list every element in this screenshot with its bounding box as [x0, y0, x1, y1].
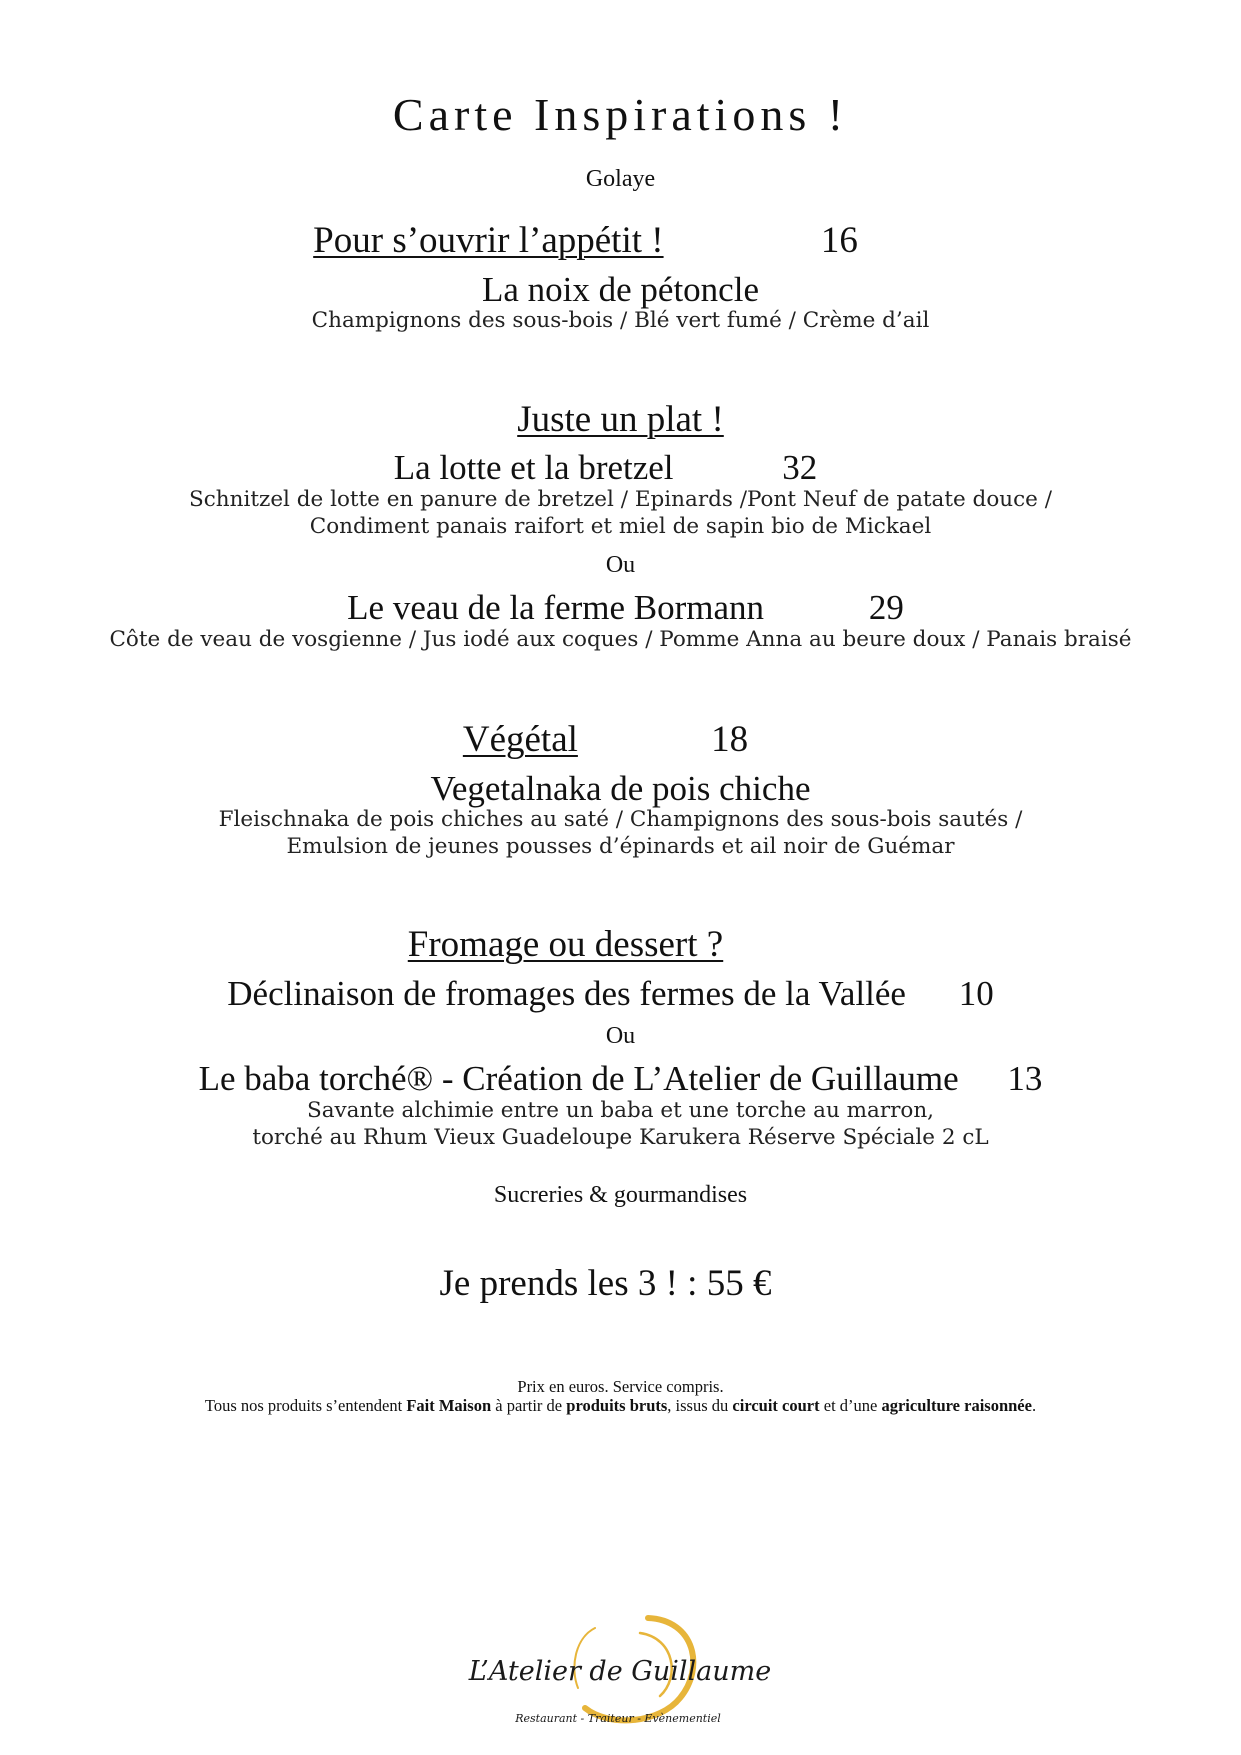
footer-bold-1: Fait Maison	[406, 1396, 492, 1415]
main-dish1-desc-1: Schnitzel de lotte en panure de bretzel / Epinards /Pont Neuf de patate douce /	[189, 487, 1052, 512]
footer-line-1: Prix en euros. Service compris.	[517, 1377, 724, 1396]
vegetal-heading-row	[0, 718, 1241, 761]
starter-dish: La noix de pétoncle	[482, 270, 759, 309]
dessert-heading: Fromage ou dessert ?	[407, 924, 724, 965]
dessert-dish2-desc-2: torché au Rhum Vieux Guadeloupe Karukera Réserve Spéciale 2 cL	[252, 1125, 989, 1150]
dessert-dish2-row	[0, 1059, 1241, 1099]
starter-heading: Pour s’ouvrir l’appétit !	[313, 220, 664, 261]
sweets-line: Sucreries & gourmandises	[493, 1182, 748, 1208]
dessert-dish2-desc-1: Savante alchimie entre un baba et une torche au marron,	[306, 1098, 935, 1123]
footer-bold-2: produits bruts	[566, 1396, 668, 1415]
main-dish1-price: 32	[782, 448, 818, 487]
restaurant-logo	[468, 1598, 772, 1748]
logo-tagline: Restaurant - Traiteur - Evènementiel	[515, 1712, 721, 1725]
starter-heading-row	[0, 219, 1241, 262]
dessert-dish2-name: Le baba torché® - Création de L’Atelier de Guillaume	[198, 1059, 959, 1098]
main-dish1-name: La lotte et la bretzel	[393, 448, 674, 487]
footer-line-2	[0, 1396, 1241, 1416]
footer-bold-4: agriculture raisonnée	[881, 1396, 1032, 1415]
vegetal-desc-2: Emulsion de jeunes pousses d’épinards et ail noir de Guémar	[286, 834, 955, 859]
footer-bold-3: circuit court	[732, 1396, 820, 1415]
dessert-dish2-price: 13	[1007, 1059, 1043, 1098]
dessert-dish1-row	[0, 974, 1241, 1014]
main-dish1-row	[0, 448, 1241, 488]
dessert-dish1-name: Déclinaison de fromages des fermes de la Vallée	[227, 974, 906, 1013]
starter-description: Champignons des sous-bois / Blé vert fumé / Crème d’ail	[311, 308, 930, 333]
dessert-dish1-price: 10	[958, 974, 994, 1013]
main-dish2-name: Le veau de la ferme Bormann	[347, 588, 765, 627]
footer-text-5: .	[1031, 1396, 1037, 1415]
starter-price: 16	[820, 220, 858, 261]
main-dish2-row	[0, 588, 1241, 628]
vegetal-dish: Vegetalnaka de pois chiche	[430, 769, 811, 808]
footer-text-4: et d’une	[819, 1396, 882, 1415]
main-or: Ou	[605, 552, 636, 578]
dessert-heading-row	[0, 923, 1186, 966]
footer-text-3: , issus du	[667, 1396, 733, 1415]
footer-text-2: à partir de	[491, 1396, 567, 1415]
main-heading-row	[0, 398, 1241, 441]
amuse-bouche: Golaye	[585, 166, 656, 192]
main-heading: Juste un plat !	[517, 399, 724, 440]
dessert-or: Ou	[605, 1023, 636, 1049]
logo-name: L’Atelier de Guillaume	[468, 1656, 772, 1687]
menu-title: Carte Inspirations !	[392, 89, 849, 140]
footer-text-1: Tous nos produits s’entendent	[204, 1396, 407, 1415]
vegetal-desc-1: Fleischnaka de pois chiches au saté / Champignons des sous-bois sautés /	[218, 807, 1023, 832]
menu-total: Je prends les 3 ! : 55 €	[439, 1263, 772, 1304]
main-dish1-desc-2: Condiment panais raifort et miel de sapin bio de Mickael	[309, 514, 932, 539]
vegetal-price: 18	[711, 719, 749, 760]
main-dish2-description: Côte de veau de vosgienne / Jus iodé aux coques / Pomme Anna au beure doux / Panais braisé	[109, 627, 1132, 652]
main-dish2-price: 29	[868, 588, 904, 627]
vegetal-heading: Végétal	[462, 719, 578, 760]
